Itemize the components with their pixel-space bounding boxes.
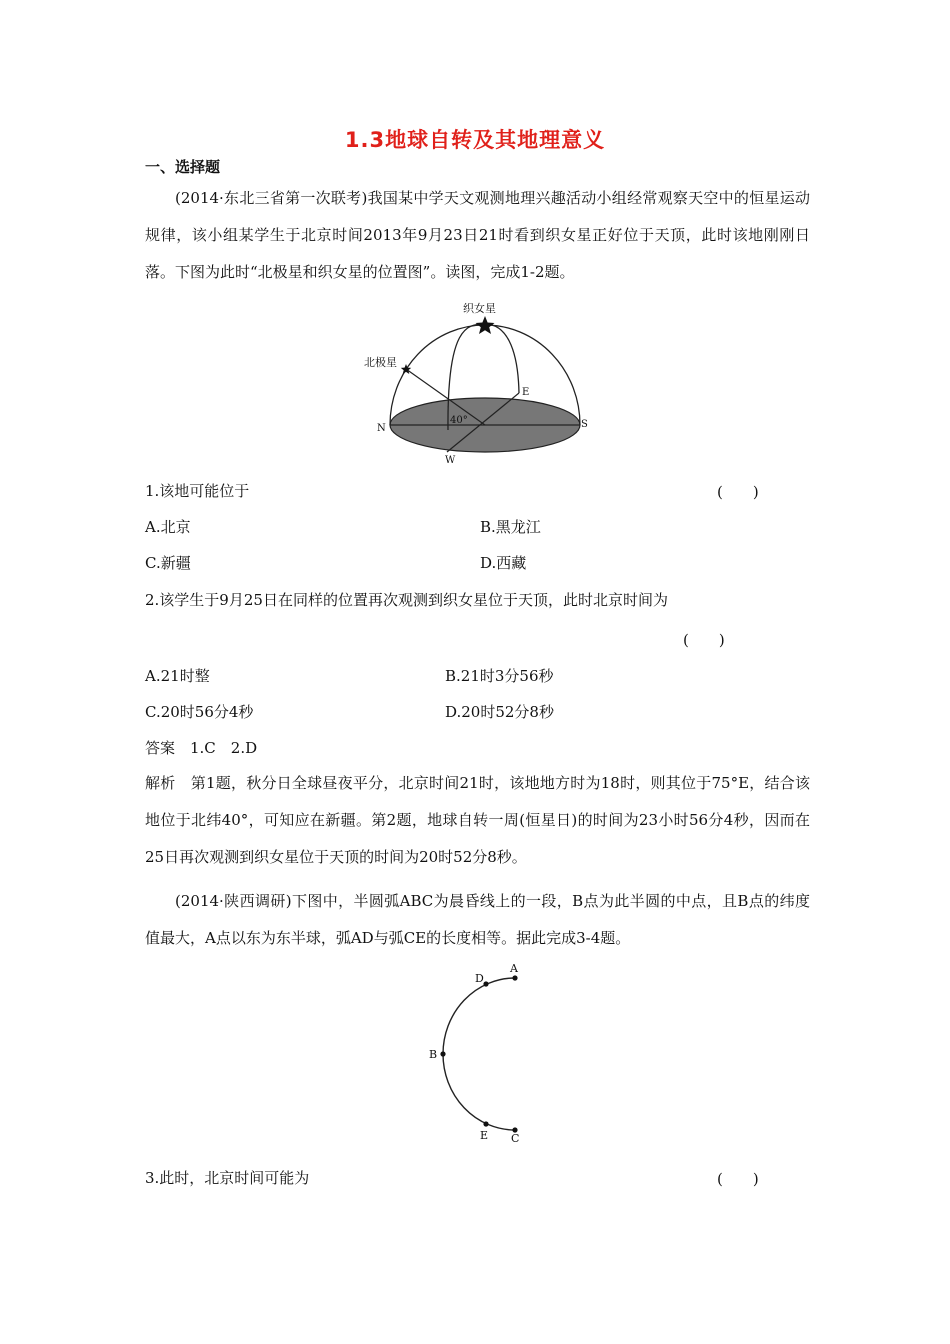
q1-option-d: D.西藏 bbox=[480, 554, 527, 572]
question-3-stem: 3.此时，北京时间可能为 bbox=[145, 1169, 310, 1187]
point-d bbox=[483, 981, 488, 986]
semicircle-arc bbox=[443, 978, 515, 1130]
polaris-vega-diagram bbox=[355, 296, 605, 468]
q2-option-d: D.20时52分8秒 bbox=[445, 703, 554, 721]
intro-paragraph-2: (2014·陕西调研)下图中，半圆弧ABC为晨昏线上的一段，B点为此半圆的中点，且B点的纬度值最大，A点以东为东半球，弧AD与弧CE的长度相等。据此完成3-4题。 bbox=[145, 892, 810, 947]
polaris-star-icon bbox=[401, 364, 411, 374]
point-b bbox=[440, 1051, 445, 1056]
east-label: E bbox=[522, 387, 530, 398]
label-d: D bbox=[475, 972, 484, 985]
q1-option-a: A.北京 bbox=[145, 518, 191, 536]
angle-label: 40° bbox=[450, 415, 468, 426]
question-1-bracket: ( ) bbox=[717, 483, 759, 501]
label-a: A bbox=[510, 962, 518, 975]
q2-option-b: B.21时3分56秒 bbox=[445, 667, 554, 685]
vega-label: 织女星 bbox=[463, 302, 496, 315]
label-e: E bbox=[480, 1129, 489, 1142]
vega-star-icon bbox=[476, 316, 495, 334]
question-2-stem: 2.该学生于9月25日在同样的位置再次观测到织女星位于天顶，此时北京时间为 bbox=[145, 591, 668, 609]
section-heading: 一、选择题 bbox=[145, 158, 221, 176]
question-3-bracket: ( ) bbox=[717, 1170, 759, 1188]
analysis-paragraph: 解析 第1题，秋分日全球昼夜平分，北京时间21时，该地地方时为18时，则其位于75°E，结合该地位于北纬40°，可知应在新疆。第2题，地球自转一周(恒星日)的时间为23小时56分4秒，因而在25日再次观测到织女星位于天顶的时间为20时52分8秒。 bbox=[145, 774, 810, 866]
q1-option-b: B.黑龙江 bbox=[480, 518, 541, 536]
label-b: B bbox=[429, 1048, 438, 1061]
question-1-stem: 1.该地可能位于 bbox=[145, 482, 250, 500]
north-label: N bbox=[377, 423, 386, 434]
question-2-bracket: ( ) bbox=[683, 631, 725, 649]
label-c: C bbox=[511, 1132, 520, 1145]
intro-paragraph-1: (2014·东北三省第一次联考)我国某中学天文观测地理兴趣活动小组经常观察天空中的恒星运动规律，该小组某学生于北京时间2013年9月23日21时看到织女星正好位于天顶，此时该地刚刚日落。下图为此时“北极星和织女星的位置图”。读图，完成1-2题。 bbox=[145, 189, 810, 281]
q2-option-a: A.21时整 bbox=[145, 667, 210, 685]
q1-option-c: C.新疆 bbox=[145, 554, 191, 572]
answer-line: 答案 1.C 2.D bbox=[145, 739, 258, 757]
south-label: S bbox=[581, 419, 588, 430]
point-e bbox=[483, 1121, 488, 1126]
polaris-label: 北极星 bbox=[364, 356, 397, 369]
terminator-arc-diagram bbox=[420, 960, 540, 1145]
page-title: 1.3地球自转及其地理意义 bbox=[344, 128, 606, 152]
point-a bbox=[512, 975, 517, 980]
q2-option-c: C.20时56分4秒 bbox=[145, 703, 254, 721]
west-label: W bbox=[445, 455, 456, 466]
